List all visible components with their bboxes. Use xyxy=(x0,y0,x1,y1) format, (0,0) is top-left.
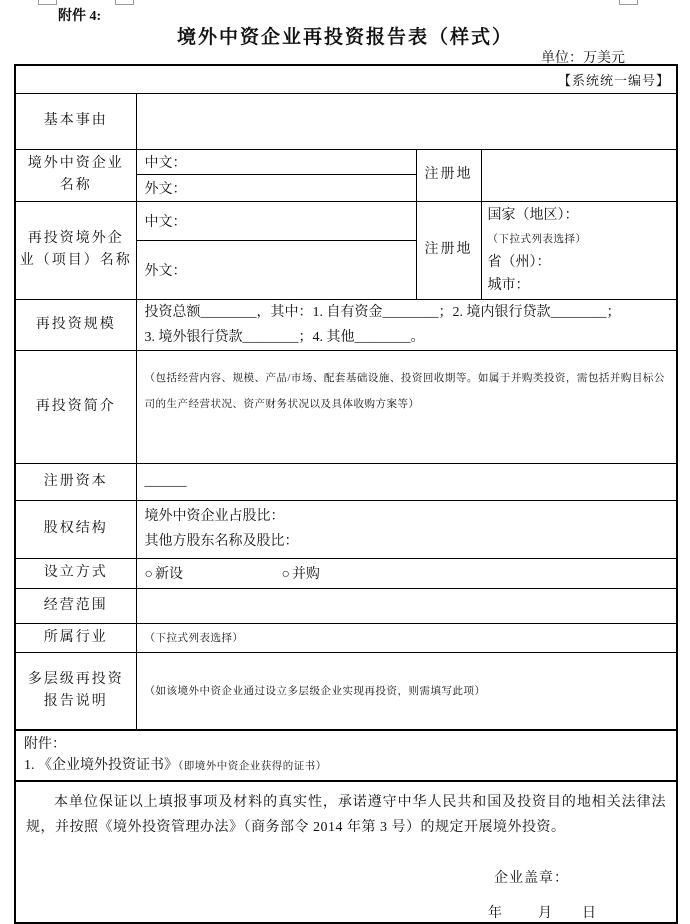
setup-method-label: 设立方式 xyxy=(15,558,136,588)
multilevel-label-line1: 多层级再投资 xyxy=(27,672,124,688)
multilevel-report-cell xyxy=(136,652,677,730)
attachment-number-label: 附件 4: xyxy=(58,9,102,24)
date-line xyxy=(26,902,666,922)
basic-reason-value-cell xyxy=(136,93,677,149)
page-edge-artifact xyxy=(38,0,57,5)
industry-cell xyxy=(136,623,677,652)
row-declaration xyxy=(15,781,677,923)
row-reinvest-brief xyxy=(15,350,677,463)
system-number-label: 【系统统一编号】 xyxy=(15,65,677,93)
reinvest-brief-label: 再投资简介 xyxy=(15,350,136,463)
equity-structure-label: 股权结构 xyxy=(15,500,136,558)
row-setup-method xyxy=(15,558,677,588)
overseas-name-label-line1: 境外中资企业 xyxy=(27,156,124,172)
page-edge-artifact xyxy=(115,0,134,5)
declaration-text: 本单位保证以上填报事项及材料的真实性，承诺遵守中华人民共和国及投资目的地相关法律法规，并按照《境外投资管理办法》（商务部令 2014 年第 3 号）的规定开展境外投资。 xyxy=(26,795,667,835)
row-multilevel-report xyxy=(15,652,677,730)
city-label: 城市： xyxy=(487,277,530,293)
reinvest-name-reg-place-label: 注册地 xyxy=(416,201,481,299)
reinvest-brief-note: （包括经营内容、规模、产品/市场、配套基础设施、投资回收期等。如属于并购类投资，需包括并购目标公司的生产经营状况、资产财务状况以及具体收购方案等） xyxy=(144,372,665,410)
attachments-title: 附件： xyxy=(24,737,66,752)
registered-capital-label: 注册资本 xyxy=(15,463,136,500)
overseas-name-foreign-cell: 外文： xyxy=(136,174,416,201)
setup-option-new-label: 新设 xyxy=(154,567,183,582)
attachments-item1 xyxy=(24,755,668,777)
reinvest-name-label-line1: 再投资境外企 xyxy=(27,231,124,247)
row-overseas-enterprise-name xyxy=(15,149,677,174)
attachments-item1-note: （即境外中资企业获得的证书） xyxy=(178,761,327,772)
registered-capital-value-cell xyxy=(136,463,677,500)
industry-label: 所属行业 xyxy=(15,623,136,652)
reinvest-name-label-line2: 业（项目）名称 xyxy=(19,253,132,268)
country-dropdown-note: （下拉式列表选择） xyxy=(487,233,587,245)
setup-option-ma-label: 并购 xyxy=(291,567,320,582)
overseas-name-label-line2: 名称 xyxy=(59,178,92,193)
declaration-cell xyxy=(15,781,677,923)
registered-capital-blank: ______ xyxy=(144,473,187,489)
attachments-cell xyxy=(15,730,677,781)
row-reinvest-scale xyxy=(15,299,677,350)
company-seal-label: 企业盖章： xyxy=(494,871,570,886)
row-reinvest-enterprise-name xyxy=(15,201,677,240)
setup-option-new xyxy=(145,563,183,583)
radio-circle-icon: ○ xyxy=(281,567,290,582)
row-system-number xyxy=(15,65,677,93)
row-registered-capital xyxy=(15,463,677,500)
overseas-name-reg-place-value-cell xyxy=(481,149,677,201)
basic-reason-label: 基本事由 xyxy=(15,93,136,149)
overseas-name-label xyxy=(15,149,136,201)
reinvest-scale-line1: 投资总额________，其中：1. 自有资金________；2. 境内银行贷款________； xyxy=(144,304,621,320)
reinvest-name-foreign-cell: 外文： xyxy=(136,240,416,299)
reinvest-scale-line2: 3. 境外银行贷款________；4. 其他________。 xyxy=(144,329,425,345)
report-form-table xyxy=(14,64,678,924)
multilevel-report-label xyxy=(15,652,136,730)
overseas-name-chinese-cell: 中文： xyxy=(136,149,416,174)
document-title: 境外中资企业再投资报告表（样式） xyxy=(176,27,513,48)
reinvest-scale-cell xyxy=(136,299,677,350)
industry-dropdown-note: （下拉式列表选择） xyxy=(144,632,244,644)
row-equity-structure xyxy=(15,500,677,558)
country-label: 国家（地区）： xyxy=(487,207,579,223)
business-scope-value-cell xyxy=(136,588,677,623)
row-attachments xyxy=(15,730,677,781)
equity-line1: 境外中资企业占股比： xyxy=(144,509,285,524)
date-day-label: 日 xyxy=(582,906,597,921)
row-business-scope xyxy=(15,588,677,623)
province-label: 省（州）： xyxy=(487,254,551,270)
reinvest-name-chinese-cell: 中文： xyxy=(136,201,416,240)
reinvest-name-label xyxy=(15,201,136,299)
multilevel-report-note: （如该境外中资企业通过设立多层级企业实现再投资，则需填写此项） xyxy=(144,685,486,697)
setup-option-ma xyxy=(281,563,319,583)
reinvest-brief-cell xyxy=(136,350,677,463)
date-month-label: 月 xyxy=(538,906,553,921)
business-scope-label: 经营范围 xyxy=(15,588,136,623)
attachments-item1-text: 1. 《企业境外投资证书》 xyxy=(24,758,178,773)
unit-note: 单位：万美元 xyxy=(541,51,625,66)
row-basic-reason xyxy=(15,93,677,149)
date-year-label: 年 xyxy=(488,906,503,921)
equity-structure-cell xyxy=(136,500,677,558)
row-industry xyxy=(15,623,677,652)
overseas-name-reg-place-label: 注册地 xyxy=(416,149,481,201)
equity-line2: 其他方股东名称及股比： xyxy=(144,534,299,549)
country-line xyxy=(488,204,671,251)
multilevel-label-line2: 报告说明 xyxy=(43,693,108,709)
reinvest-name-reg-place-detail-cell xyxy=(481,201,677,299)
radio-circle-icon: ○ xyxy=(144,567,153,582)
setup-method-cell xyxy=(136,558,677,588)
reinvest-scale-label: 再投资规模 xyxy=(15,299,136,350)
page-edge-artifact xyxy=(619,0,638,5)
